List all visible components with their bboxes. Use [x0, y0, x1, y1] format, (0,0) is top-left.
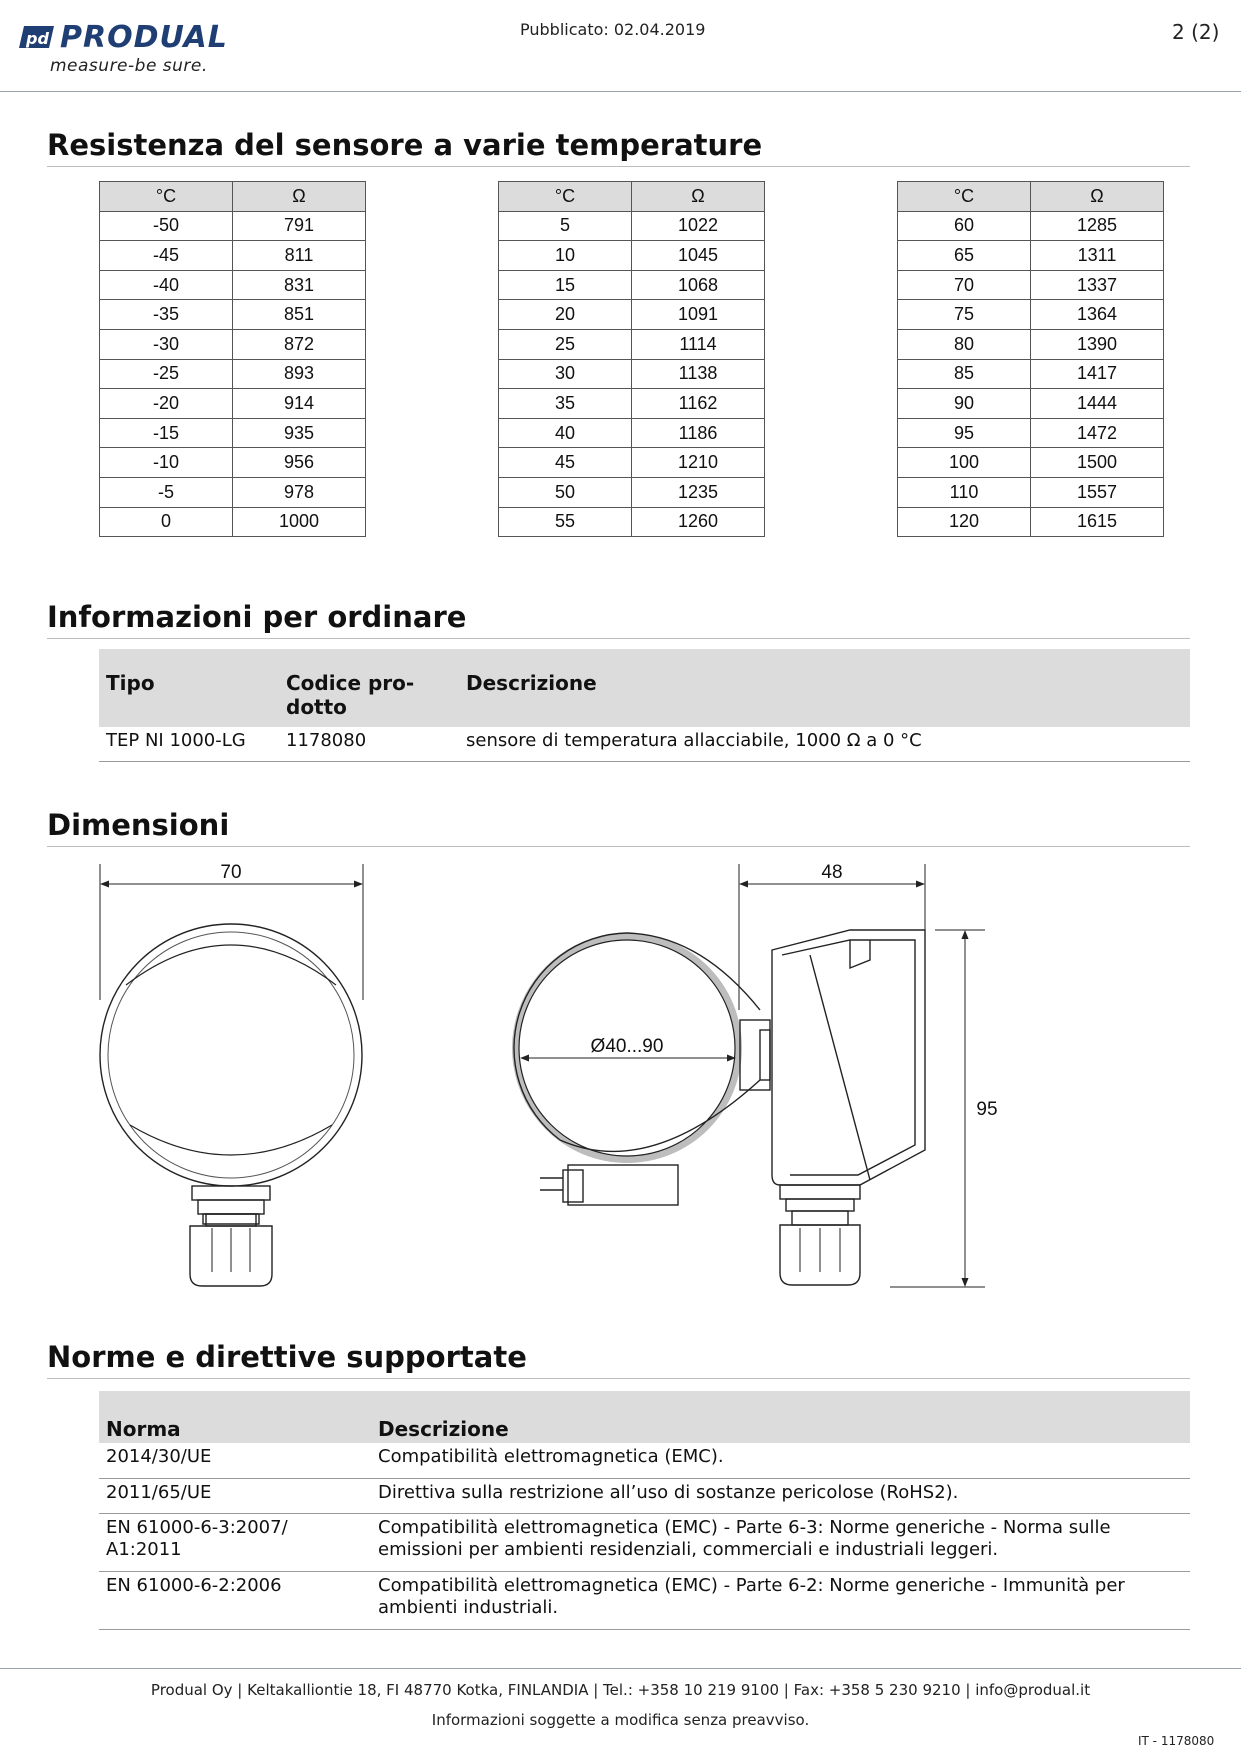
- dimensions-section-title: Dimensioni: [47, 808, 230, 842]
- section-divider: [47, 846, 1190, 847]
- table-row: [100, 418, 366, 448]
- table-row: [499, 329, 765, 359]
- table-row: [898, 477, 1164, 507]
- pipe-diameter-label: Ø40...90: [590, 1036, 664, 1057]
- norm-description: Compatibilità elettromagnetica (EMC) - Parte 6-2: Norme generiche - Immunità per ambienti industriali.: [371, 1571, 1190, 1629]
- section-divider: [47, 166, 1190, 167]
- resistance-cell: 1337: [1031, 270, 1164, 300]
- norms-header-row: [99, 1391, 1190, 1443]
- table-row: [898, 270, 1164, 300]
- col-header-descrizione: Descrizione: [371, 1391, 1190, 1443]
- resistance-cell: 1210: [632, 448, 765, 478]
- col-header-norma: Norma: [99, 1391, 371, 1443]
- table-row: [499, 241, 765, 271]
- resistance-table-3: [897, 181, 1164, 537]
- norm-code: 2014/30/UE: [99, 1443, 371, 1478]
- section-divider: [47, 638, 1190, 639]
- table-row: [100, 241, 366, 271]
- temperature-cell: 95: [898, 418, 1031, 448]
- resistance-cell: 1068: [632, 270, 765, 300]
- ordering-section-title: Informazioni per ordinare: [47, 600, 467, 634]
- norm-code: EN 61000-6-3:2007/ A1:2011: [99, 1513, 371, 1571]
- temperature-cell: -25: [100, 359, 233, 389]
- dimension-drawing: [0, 850, 1241, 1300]
- table-row: [99, 1478, 1190, 1513]
- table-row: [100, 477, 366, 507]
- temperature-cell: -15: [100, 418, 233, 448]
- product-code: 1178080: [279, 727, 459, 761]
- col-header-resistance: Ω: [632, 182, 765, 212]
- resistance-cell: 1162: [632, 389, 765, 419]
- resistance-cell: 1091: [632, 300, 765, 330]
- table-row: [499, 477, 765, 507]
- resistance-cell: 1472: [1031, 418, 1164, 448]
- table-row: [100, 211, 366, 241]
- norm-description: Direttiva sulla restrizione all’uso di sostanze pericolose (RoHS2).: [371, 1478, 1190, 1513]
- resistance-cell: 893: [233, 359, 366, 389]
- section-divider: [47, 1378, 1190, 1379]
- table-row: [898, 418, 1164, 448]
- norm-description: Compatibilità elettromagnetica (EMC).: [371, 1443, 1190, 1478]
- resistance-header-row: [100, 182, 366, 212]
- resistance-table-1: [99, 181, 366, 537]
- temperature-cell: 80: [898, 329, 1031, 359]
- table-row: [898, 329, 1164, 359]
- resistance-cell: 1285: [1031, 211, 1164, 241]
- footer-divider: [0, 1668, 1241, 1669]
- resistance-cell: 1045: [632, 241, 765, 271]
- temperature-cell: 35: [499, 389, 632, 419]
- page-number: 2 (2): [1172, 20, 1220, 44]
- table-row: [100, 270, 366, 300]
- table-row: [499, 418, 765, 448]
- table-row: [499, 270, 765, 300]
- table-row: [100, 329, 366, 359]
- temperature-cell: 10: [499, 241, 632, 271]
- temperature-cell: 15: [499, 270, 632, 300]
- table-row: [898, 448, 1164, 478]
- temperature-cell: 75: [898, 300, 1031, 330]
- norms-section-title: Norme e direttive supportate: [47, 1340, 527, 1374]
- col-header-codice: Codice pro- dotto: [279, 649, 459, 727]
- temperature-cell: -5: [100, 477, 233, 507]
- company-contact: Produal Oy | Keltakalliontie 18, FI 48770 Kotka, FINLANDIA | Tel.: +358 10 219 9100 | Fax: +358 5 230 9210 | info@produal.it: [150, 1681, 1091, 1699]
- svg-text:pd: pd: [26, 29, 49, 48]
- pd-logo-icon: [18, 24, 56, 50]
- resistance-cell: 978: [233, 477, 366, 507]
- table-row: [100, 359, 366, 389]
- document-code: IT - 1178080: [1138, 1734, 1215, 1748]
- temperature-cell: -30: [100, 329, 233, 359]
- front-width-label: 70: [220, 862, 242, 883]
- table-row: [99, 727, 1190, 761]
- resistance-cell: 1114: [632, 329, 765, 359]
- table-row: [499, 389, 765, 419]
- table-row: [99, 1513, 1190, 1571]
- resistance-section-title: Resistenza del sensore a varie temperature: [47, 128, 763, 162]
- table-row: [499, 211, 765, 241]
- resistance-cell: 1186: [632, 418, 765, 448]
- front-view: [100, 864, 363, 1286]
- norm-code: EN 61000-6-2:2006: [99, 1571, 371, 1629]
- table-row: [499, 300, 765, 330]
- col-header-temperature: °C: [499, 182, 632, 212]
- resistance-cell: 1311: [1031, 241, 1164, 271]
- table-row: [100, 300, 366, 330]
- temperature-cell: -35: [100, 300, 233, 330]
- resistance-cell: 831: [233, 270, 366, 300]
- table-row: [99, 1443, 1190, 1478]
- temperature-cell: 20: [499, 300, 632, 330]
- resistance-cell: 1138: [632, 359, 765, 389]
- temperature-cell: 0: [100, 507, 233, 537]
- change-notice: Informazioni soggette a modifica senza preavviso.: [431, 1711, 810, 1729]
- logo-tagline: measure-be sure.: [50, 56, 208, 76]
- temperature-cell: -40: [100, 270, 233, 300]
- resistance-cell: 791: [233, 211, 366, 241]
- publish-date: Pubblicato: 02.04.2019: [520, 20, 706, 39]
- resistance-cell: 872: [233, 329, 366, 359]
- resistance-cell: 851: [233, 300, 366, 330]
- resistance-cell: 1022: [632, 211, 765, 241]
- temperature-cell: 55: [499, 507, 632, 537]
- temperature-cell: 85: [898, 359, 1031, 389]
- ordering-table: [99, 649, 1190, 762]
- side-view: [512, 930, 925, 1285]
- norm-code: 2011/65/UE: [99, 1478, 371, 1513]
- table-row: [499, 359, 765, 389]
- temperature-cell: 65: [898, 241, 1031, 271]
- temperature-cell: -10: [100, 448, 233, 478]
- col-header-resistance: Ω: [233, 182, 366, 212]
- col-header-descrizione: Descrizione: [459, 649, 1190, 727]
- table-row: [898, 359, 1164, 389]
- table-row: [898, 241, 1164, 271]
- logo-wordmark: PRODUAL: [60, 20, 228, 55]
- col-header-temperature: °C: [898, 182, 1031, 212]
- temperature-cell: 45: [499, 448, 632, 478]
- temperature-cell: 70: [898, 270, 1031, 300]
- temperature-cell: 120: [898, 507, 1031, 537]
- table-row: [499, 448, 765, 478]
- resistance-cell: 914: [233, 389, 366, 419]
- resistance-cell: 1000: [233, 507, 366, 537]
- table-row: [100, 448, 366, 478]
- norm-description: Compatibilità elettromagnetica (EMC) - Parte 6-3: Norme generiche - Norma sulle emissioni per ambienti residenziali, commerciali e industriali leggeri.: [371, 1513, 1190, 1571]
- temperature-cell: 60: [898, 211, 1031, 241]
- resistance-cell: 956: [233, 448, 366, 478]
- norms-table: [99, 1391, 1190, 1630]
- resistance-table-2: [498, 181, 765, 537]
- resistance-cell: 1615: [1031, 507, 1164, 537]
- resistance-cell: 1417: [1031, 359, 1164, 389]
- side-height-label: 95: [976, 1099, 998, 1120]
- product-type: TEP NI 1000-LG: [99, 727, 279, 761]
- temperature-cell: 5: [499, 211, 632, 241]
- resistance-header-row: [898, 182, 1164, 212]
- table-row: [100, 507, 366, 537]
- table-row: [499, 507, 765, 537]
- table-row: [898, 389, 1164, 419]
- temperature-cell: -20: [100, 389, 233, 419]
- temperature-cell: 40: [499, 418, 632, 448]
- table-row: [898, 211, 1164, 241]
- col-header-tipo: Tipo: [99, 649, 279, 727]
- table-row: [898, 300, 1164, 330]
- table-row: [99, 1571, 1190, 1629]
- resistance-cell: 1557: [1031, 477, 1164, 507]
- resistance-cell: 1260: [632, 507, 765, 537]
- temperature-cell: 25: [499, 329, 632, 359]
- product-description: sensore di temperatura allacciabile, 1000 Ω a 0 °C: [459, 727, 1190, 761]
- side-depth-label: 48: [821, 862, 843, 883]
- ordering-header-row: [99, 649, 1190, 727]
- resistance-header-row: [499, 182, 765, 212]
- resistance-cell: 811: [233, 241, 366, 271]
- resistance-cell: 935: [233, 418, 366, 448]
- temperature-cell: 30: [499, 359, 632, 389]
- temperature-cell: -50: [100, 211, 233, 241]
- resistance-cell: 1500: [1031, 448, 1164, 478]
- temperature-cell: 90: [898, 389, 1031, 419]
- col-header-temperature: °C: [100, 182, 233, 212]
- resistance-cell: 1235: [632, 477, 765, 507]
- temperature-cell: 100: [898, 448, 1031, 478]
- resistance-cell: 1444: [1031, 389, 1164, 419]
- col-header-resistance: Ω: [1031, 182, 1164, 212]
- header-divider: [0, 91, 1241, 92]
- temperature-cell: 110: [898, 477, 1031, 507]
- resistance-cell: 1390: [1031, 329, 1164, 359]
- produal-logo: [18, 20, 233, 78]
- table-row: [100, 389, 366, 419]
- table-row: [898, 507, 1164, 537]
- temperature-cell: -45: [100, 241, 233, 271]
- temperature-cell: 50: [499, 477, 632, 507]
- resistance-cell: 1364: [1031, 300, 1164, 330]
